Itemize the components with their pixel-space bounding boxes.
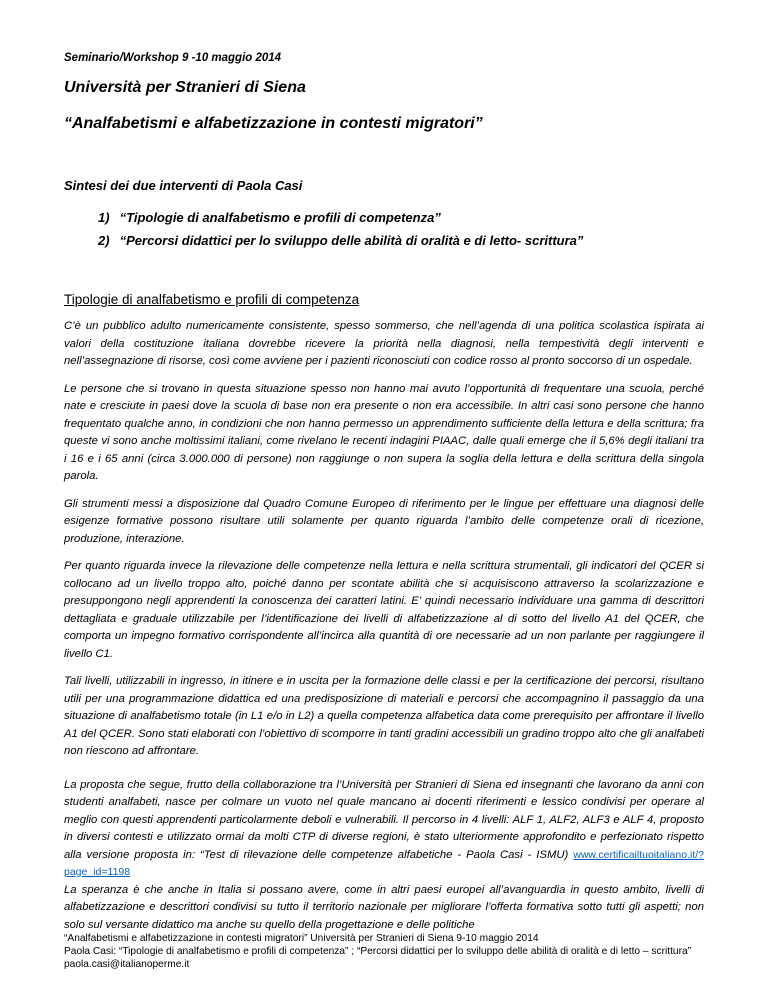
paragraph: Le persone che si trovano in questa situazione spesso non hanno mai avuto l’opportunità di frequentare una scuola, perché nate e cresciute in paesi dove la scuola di base non era presente o non era accessibile. In altri casi sono persone che hanno frequentato qualche anno, in condizioni che non hanno permesso un apprendimento sufficiente della lettura e della scrittura; fra queste vi sono anche moltissimi italiani, come rivelano le recenti indagini PIAAC, dalle quali emerge che il 5,6% degli italiani tra i 16 e i 65 anni (circa 3.000.000 di persone) non raggiunge o non supera la soglia della lettura e della scrittura della singola parola. [64,382,704,482]
list-item [98,229,738,252]
paragraph [64,777,704,882]
document-title: “Analfabetismi e alfabetizzazione in contesti migratori” [64,115,483,132]
paragraph: Gli strumenti messi a disposizione dal Quadro Comune Europeo di riferimento per le lingue per effettuare una diagnosi delle esigenze formative possono risultare utili solamente per quanto riguarda l’ambito delle competenze orali di ricezione, produzione, interazione. [64,497,704,545]
footer-line: Paola Casi: “Tipologie di analfabetismo e profili di competenza” ; “Percorsi didattici per lo sviluppo delle abilità di oralità e di letto – scrittura” paola.casi@italianoperme.it [64,946,692,970]
paragraph: Tali livelli, utilizzabili in ingresso, in itinere e in uscita per la formazione delle classi e per la certificazione dei percorsi, risultano utili per una programmazione didattica ed una predisposizione di materiali e percorsi che accompagnino il passaggio da una situazione di analfabetismo totale (in L1 e/o in L2) a quella competenza alfabetica data come prerequisito per affrontare il livello A1 del QCER. Sono stati elaborati con l’obiettivo di scomporre in tanti gradini accessibili un gradino troppo alto che gli analfabeti non riescono ad affrontare. [64,675,704,757]
list-number: 1) [98,210,110,225]
paragraph: Per quanto riguarda invece la rilevazione delle competenze nella lettura e nella scrittura strumentali, gli indicatori del QCER si collocano ad un livello troppo alto, poiché danno per scontate abilità che si acquisiscono attraverso la scolarizzazione e presuppongono negli apprendenti la conoscenza dei caratteri latini. E’ quindi necessario individuare una gamma di descrittori dettagliata e graduale utilizzabile per l’identificazione dei livelli di alfabetizzazione al di sotto del livello A1 del QCER, che comporta un impegno formativo corrispondente all’incirca alla quantità di ore necessarie ad un non parlante per raggiungere il livello C1. [64,560,704,660]
footer-line: “Analfabetismi e alfabetizzazione in contesti migratori” Università per Stranieri di Siena 9-10 maggio 2014 [64,933,539,944]
certification-link[interactable]: www.certificailtuoitaliano.it/?page_id=1198 [64,848,704,878]
paragraph: C’è un pubblico adulto numericamente consistente, spesso sommerso, che nell’agenda di una politica scolastica ispirata ai valori della costituzione italiana dovrebbe ricevere la priorità nella diagnosi, nella tempestività degli interventi e nell’assegnazione di risorse, così come avviene per i pazienti riconosciuti con codice rosso al pronto soccorso di un ospedale. [64,320,704,367]
talks-list [98,206,738,252]
summary-heading: Sintesi dei due interventi di Paola Casi [64,178,303,193]
university-heading: Università per Stranieri di Siena [64,79,306,96]
page-footer [64,932,714,971]
body-text [64,318,704,934]
list-number: 2) [98,233,110,248]
list-item [98,206,738,229]
talk-title: “Tipologie di analfabetismo e profili di competenza” [119,210,441,225]
seminar-line: Seminario/Workshop 9 -10 maggio 2014 [64,52,282,64]
section-title: Tipologie di analfabetismo e profili di competenza [64,292,360,307]
proposal-text: La proposta che segue, frutto della collaborazione tra l’Università per Stranieri di Siena ed insegnanti che lavorano da anni con studenti analfabeti, nasce per colmare un vuoto nel quale mancano ai docenti riferimenti e lessico condivisi per operare al meglio con questi apprendenti particolarmente deboli e vulnerabili. Il percorso in 4 livelli: ALF 1, ALF2, ALF3 e ALF 4, proposto in diversi contesti e utilizzato ormai da molti CTP di diverse regioni, è stato ulteriormente approfondito e perfezionato rispetto alla versione proposta in: “Test di rilevazione delle competenze alfabetiche - Paola Casi - ISMU) [64,778,704,861]
talk-title: “Percorsi didattici per lo sviluppo delle abilità di oralità e di letto- scrittura” [119,233,584,248]
paragraph: La speranza è che anche in Italia si possano avere, come in altri paesi europei all’avanguardia in questo ambito, livelli di alfabetizzazione e descrittori condivisi su tutto il territorio nazionale per migliorare l’offerta formativa sotto tutti gli aspetti; non solo sul versante didattico ma anche su quello della progettazione e delle politiche [64,883,704,931]
